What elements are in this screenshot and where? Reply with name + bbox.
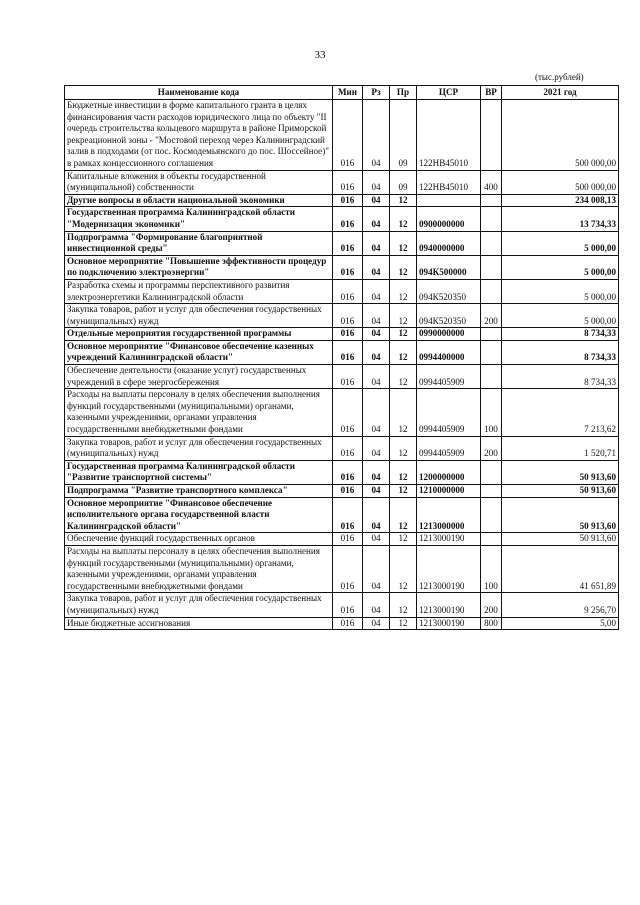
cell-csr: 0994405909 <box>417 365 481 389</box>
cell-amount: 234 008,13 <box>502 194 619 207</box>
header-row <box>65 86 619 100</box>
cell-rz: 04 <box>363 365 390 389</box>
cell-pr: 12 <box>390 255 417 279</box>
cell-name: Обеспечение функций государственных органов <box>65 533 333 546</box>
cell-min: 016 <box>333 533 363 546</box>
table-row <box>65 279 619 303</box>
cell-csr: 094К520350 <box>417 279 481 303</box>
cell-pr: 12 <box>390 533 417 546</box>
cell-amount: 9 256,70 <box>502 593 619 617</box>
cell-rz: 04 <box>363 460 390 484</box>
cell-pr: 12 <box>390 545 417 592</box>
cell-csr: 122НВ45010 <box>417 170 481 194</box>
table-row <box>65 545 619 592</box>
cell-name: Разработка схемы и программы перспективного развития электроэнергетики Калининградской области <box>65 279 333 303</box>
cell-name: Закупка товаров, работ и услуг для обеспечения государственных (муниципальных) нужд <box>65 436 333 460</box>
cell-amount: 5 000,00 <box>502 279 619 303</box>
table-row <box>65 194 619 207</box>
cell-vr <box>481 328 502 341</box>
cell-csr <box>417 194 481 207</box>
cell-vr: 400 <box>481 170 502 194</box>
table-row <box>65 485 619 498</box>
cell-amount: 50 913,60 <box>502 485 619 498</box>
cell-pr: 12 <box>390 328 417 341</box>
table-row <box>65 436 619 460</box>
cell-rz: 04 <box>363 207 390 231</box>
cell-csr: 0990000000 <box>417 328 481 341</box>
cell-csr: 094К520350 <box>417 304 481 328</box>
cell-pr: 12 <box>390 460 417 484</box>
page-number: 33 <box>314 49 326 61</box>
cell-name: Капитальные вложения в объекты государственной (муниципальной) собственности <box>65 170 333 194</box>
cell-name: Государственная программа Калининградской области "Модернизация экономики" <box>65 207 333 231</box>
header-amount: 2021 год <box>502 86 619 100</box>
cell-amount: 50 913,60 <box>502 497 619 533</box>
cell-rz: 04 <box>363 436 390 460</box>
cell-pr: 12 <box>390 436 417 460</box>
cell-name: Расходы на выплаты персоналу в целях обеспечения выполнения функций государственными (муниципальными) органами, казенными учреждениями, органами управления государственными внебюджетными фондами <box>65 389 333 436</box>
cell-csr: 0994405909 <box>417 389 481 436</box>
cell-vr: 200 <box>481 304 502 328</box>
cell-name: Закупка товаров, работ и услуг для обеспечения государственных (муниципальных) нужд <box>65 593 333 617</box>
cell-csr: 0940000000 <box>417 231 481 255</box>
table-row <box>65 328 619 341</box>
cell-csr: 1213000190 <box>417 533 481 546</box>
cell-min: 016 <box>333 304 363 328</box>
cell-csr: 1213000190 <box>417 593 481 617</box>
table-row <box>65 533 619 546</box>
cell-min: 016 <box>333 100 363 171</box>
cell-amount: 50 913,60 <box>502 533 619 546</box>
cell-pr: 12 <box>390 617 417 630</box>
budget-table <box>64 85 619 630</box>
cell-pr: 12 <box>390 389 417 436</box>
cell-amount: 50 913,60 <box>502 460 619 484</box>
cell-amount: 500 000,00 <box>502 170 619 194</box>
cell-rz: 04 <box>363 545 390 592</box>
cell-min: 016 <box>333 389 363 436</box>
cell-amount: 8 734,33 <box>502 328 619 341</box>
cell-vr <box>481 279 502 303</box>
cell-min: 016 <box>333 328 363 341</box>
cell-vr: 100 <box>481 389 502 436</box>
cell-pr: 09 <box>390 170 417 194</box>
cell-min: 016 <box>333 340 363 364</box>
cell-name: Основное мероприятие "Финансовое обеспечение казенных учреждений Калининградской области" <box>65 340 333 364</box>
cell-rz: 04 <box>363 255 390 279</box>
cell-rz: 04 <box>363 389 390 436</box>
cell-min: 016 <box>333 279 363 303</box>
cell-amount: 8 734,33 <box>502 340 619 364</box>
cell-rz: 04 <box>363 485 390 498</box>
cell-pr: 12 <box>390 340 417 364</box>
cell-csr: 0900000000 <box>417 207 481 231</box>
cell-csr: 1213000190 <box>417 617 481 630</box>
cell-vr <box>481 497 502 533</box>
cell-csr: 1213000000 <box>417 497 481 533</box>
cell-amount: 500 000,00 <box>502 100 619 171</box>
cell-vr: 100 <box>481 545 502 592</box>
cell-rz: 04 <box>363 304 390 328</box>
cell-min: 016 <box>333 485 363 498</box>
table-row <box>65 365 619 389</box>
cell-pr: 12 <box>390 304 417 328</box>
cell-amount: 5 000,00 <box>502 255 619 279</box>
cell-csr: 1200000000 <box>417 460 481 484</box>
cell-rz: 04 <box>363 617 390 630</box>
cell-amount: 7 213,62 <box>502 389 619 436</box>
cell-amount: 8 734,33 <box>502 365 619 389</box>
cell-csr: 1213000190 <box>417 545 481 592</box>
cell-csr: 0994400000 <box>417 340 481 364</box>
cell-vr <box>481 485 502 498</box>
cell-amount: 5 000,00 <box>502 304 619 328</box>
cell-name: Государственная программа Калининградской области "Развитие транспортной системы" <box>65 460 333 484</box>
cell-csr: 094К500000 <box>417 255 481 279</box>
cell-csr: 0994405909 <box>417 436 481 460</box>
cell-name: Бюджетные инвестиции в форме капитального гранта в целях финансирования части расходов юридического лица по объекту "II очередь строительства кольцевого маршрута в районе Приморской рекреационной зоны - "Мостовой переход через Калининградский залив в подходами (от пос. Космодемьянского до пос. Шоссейное)" в рамках концессионного соглашения <box>65 100 333 171</box>
cell-vr <box>481 365 502 389</box>
table-row <box>65 617 619 630</box>
cell-vr <box>481 231 502 255</box>
cell-vr <box>481 460 502 484</box>
cell-min: 016 <box>333 365 363 389</box>
cell-amount: 41 651,89 <box>502 545 619 592</box>
table-row <box>65 207 619 231</box>
table-row <box>65 170 619 194</box>
cell-amount: 1 520,71 <box>502 436 619 460</box>
cell-rz: 04 <box>363 497 390 533</box>
cell-csr: 122НВ45010 <box>417 100 481 171</box>
cell-pr: 12 <box>390 279 417 303</box>
cell-vr <box>481 340 502 364</box>
cell-rz: 04 <box>363 328 390 341</box>
cell-min: 016 <box>333 436 363 460</box>
cell-rz: 04 <box>363 279 390 303</box>
cell-pr: 12 <box>390 207 417 231</box>
cell-amount: 5,00 <box>502 617 619 630</box>
table-row <box>65 497 619 533</box>
cell-name: Иные бюджетные ассигнования <box>65 617 333 630</box>
cell-amount: 13 734,33 <box>502 207 619 231</box>
cell-rz: 04 <box>363 593 390 617</box>
cell-name: Расходы на выплаты персоналу в целях обеспечения выполнения функций государственными (муниципальными) органами, казенными учреждениями, органами управления государственными внебюджетными фондами <box>65 545 333 592</box>
cell-pr: 12 <box>390 365 417 389</box>
cell-vr <box>481 255 502 279</box>
cell-csr: 1210000000 <box>417 485 481 498</box>
cell-min: 016 <box>333 255 363 279</box>
table-row <box>65 340 619 364</box>
cell-min: 016 <box>333 231 363 255</box>
header-min: Мин <box>333 86 363 100</box>
cell-pr: 12 <box>390 231 417 255</box>
cell-name: Подпрограмма "Развитие транспортного комплекса" <box>65 485 333 498</box>
cell-rz: 04 <box>363 231 390 255</box>
cell-name: Подпрограмма "Формирование благоприятной инвестиционной среды" <box>65 231 333 255</box>
cell-min: 016 <box>333 497 363 533</box>
cell-min: 016 <box>333 170 363 194</box>
cell-vr <box>481 100 502 171</box>
header-rz: Рз <box>363 86 390 100</box>
header-vr: ВР <box>481 86 502 100</box>
header-name: Наименование кода <box>65 86 333 100</box>
table-row <box>65 304 619 328</box>
cell-name: Обеспечение деятельности (оказание услуг) государственных учреждений в сфере энергосбережения <box>65 365 333 389</box>
cell-vr: 800 <box>481 617 502 630</box>
cell-pr: 12 <box>390 485 417 498</box>
cell-min: 016 <box>333 194 363 207</box>
cell-rz: 04 <box>363 170 390 194</box>
cell-vr <box>481 194 502 207</box>
cell-pr: 12 <box>390 194 417 207</box>
table-row <box>65 100 619 171</box>
units-label: (тыс.рублей) <box>535 72 584 82</box>
header-csr: ЦСР <box>417 86 481 100</box>
table-row <box>65 255 619 279</box>
cell-name: Закупка товаров, работ и услуг для обеспечения государственных (муниципальных) нужд <box>65 304 333 328</box>
cell-rz: 04 <box>363 100 390 171</box>
cell-vr <box>481 207 502 231</box>
table-row <box>65 389 619 436</box>
cell-name: Основное мероприятие "Финансовое обеспечение исполнительного органа государственной власти Калининградской области" <box>65 497 333 533</box>
cell-amount: 5 000,00 <box>502 231 619 255</box>
cell-pr: 12 <box>390 593 417 617</box>
table-row <box>65 460 619 484</box>
cell-min: 016 <box>333 207 363 231</box>
header-pr: Пр <box>390 86 417 100</box>
cell-vr: 200 <box>481 593 502 617</box>
cell-rz: 04 <box>363 194 390 207</box>
cell-name: Отдельные мероприятия государственной программы <box>65 328 333 341</box>
cell-name: Основное мероприятие "Повышение эффективности процедур по подключению электроэнергии" <box>65 255 333 279</box>
table-row <box>65 593 619 617</box>
cell-pr: 12 <box>390 497 417 533</box>
table-row <box>65 231 619 255</box>
cell-min: 016 <box>333 460 363 484</box>
cell-vr <box>481 533 502 546</box>
cell-pr: 09 <box>390 100 417 171</box>
cell-min: 016 <box>333 593 363 617</box>
cell-vr: 200 <box>481 436 502 460</box>
cell-min: 016 <box>333 617 363 630</box>
cell-rz: 04 <box>363 340 390 364</box>
cell-min: 016 <box>333 545 363 592</box>
cell-rz: 04 <box>363 533 390 546</box>
cell-name: Другие вопросы в области национальной экономики <box>65 194 333 207</box>
